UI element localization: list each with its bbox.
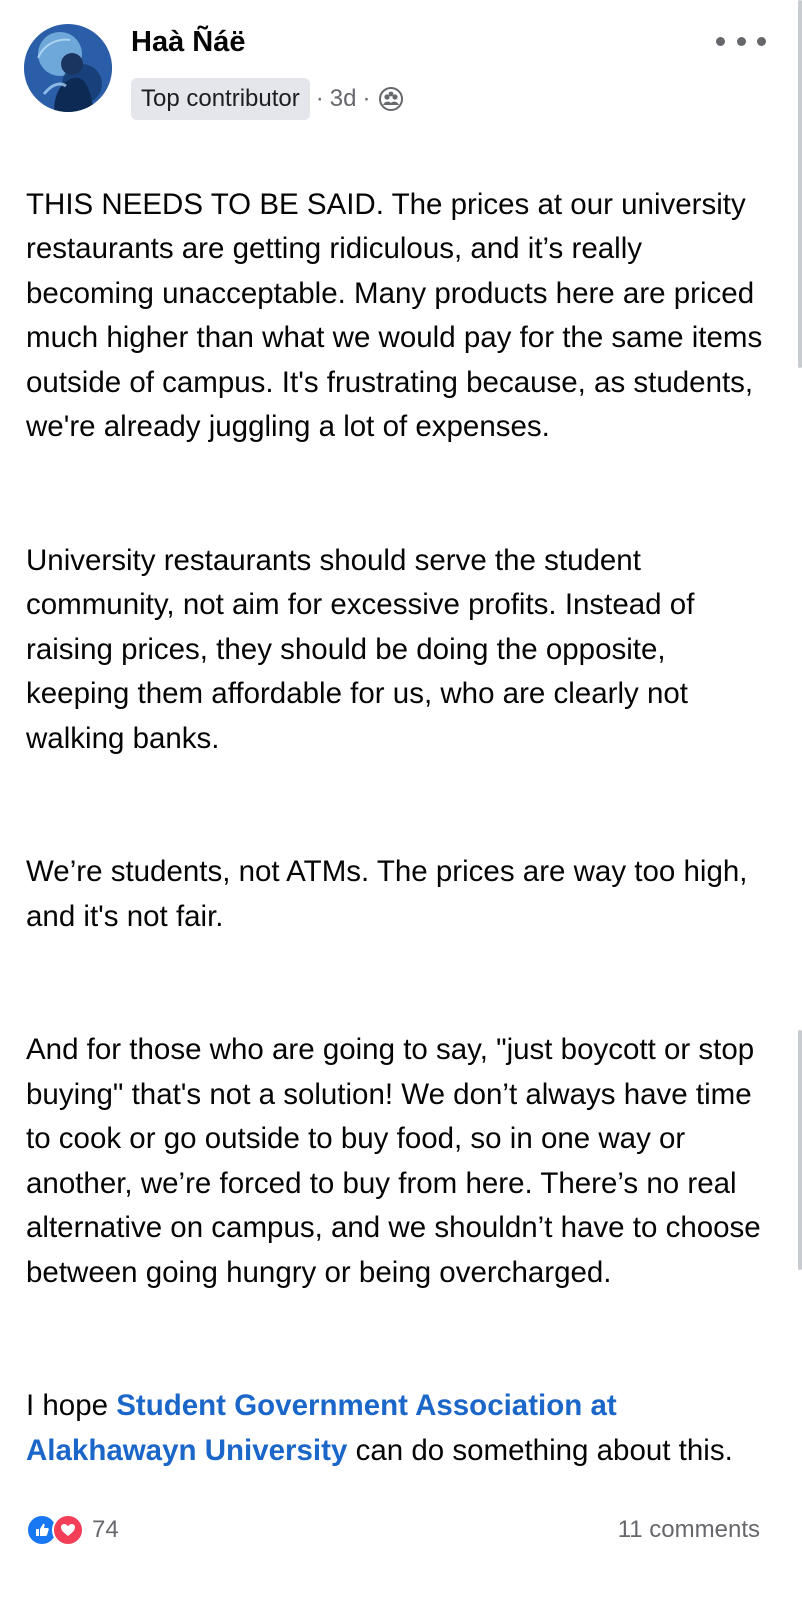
meta-separator: · — [315, 85, 324, 112]
text-prefix: I hope — [26, 1389, 117, 1422]
scroll-indicator — [798, 0, 802, 368]
comments-count-link[interactable]: 11 comments — [617, 1516, 760, 1543]
post-timestamp[interactable]: 3d — [329, 85, 357, 112]
mention-link[interactable]: Student Government Association at Alakhawayn University — [26, 1389, 617, 1467]
post-paragraph: We’re students, not ATMs. The prices are way too high, and it's not fair. — [26, 855, 748, 933]
group-members-icon — [378, 86, 404, 112]
post-meta — [131, 78, 404, 120]
reactions-summary[interactable] — [26, 1514, 119, 1546]
more-options-icon — [716, 37, 725, 46]
author-avatar[interactable] — [24, 24, 112, 112]
more-options-button[interactable] — [716, 26, 766, 56]
more-options-icon — [757, 37, 766, 46]
scroll-indicator — [798, 1030, 802, 1270]
post-paragraph: THIS NEEDS TO BE SAID. The prices at our university restaurants are getting ridiculous, and it’s really becoming unacceptable. Many products here are priced much higher than what we would pay for the same items outside of campus. It's frustrating because, as students, we're already juggling a lot of expenses. — [26, 187, 763, 443]
author-name[interactable]: Haà Ñáë — [131, 26, 246, 58]
post-paragraph: And for those who are going to say, "just boycott or stop buying" that's not a solution! We don’t always have time to cook or go outside to buy food, so in one way or another, we’re forced to buy from here. There’s no real alternative on campus, and we shouldn’t have to choose between going hungry or being overcharged. — [26, 1033, 761, 1289]
post-paragraph-final — [26, 1384, 776, 1473]
post-body — [26, 138, 776, 1562]
top-contributor-badge[interactable]: Top contributor — [131, 78, 310, 120]
post-paragraph: University restaurants should serve the student community, not aim for excessive profits. Instead of raising prices, they should be doing the opposite, keeping them affordable for us, who are clearly not walking banks. — [26, 543, 695, 755]
more-options-icon — [737, 37, 746, 46]
reaction-count: 74 — [92, 1516, 119, 1543]
avatar-image — [24, 24, 112, 112]
love-heart-icon — [52, 1514, 84, 1546]
text-suffix: can do something about this. — [347, 1433, 733, 1467]
meta-separator: · — [362, 85, 371, 112]
post-footer — [26, 1510, 760, 1550]
